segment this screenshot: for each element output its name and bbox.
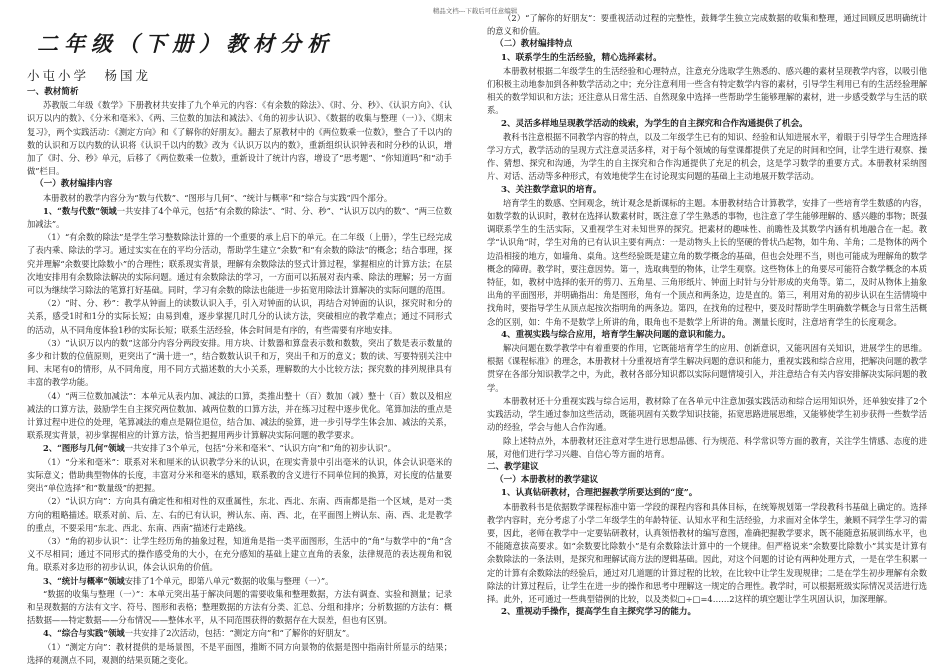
paragraph-text: 本册教材根据二年级学生的生活经验和心理特点，注意充分选取学生熟悉的、感兴趣的素材呈现教学内容，以吸引他们积极主动地参加到各种数学活动之中；充分注意利用一些含有特定数学内容的素材，引导学生利用已有的生活经验理解相关的数学知识和方法；还注意从日常生活、自然现象中选择一些帮助学生能够理解的素材，进一步感受数学与生活的联系。 — [487, 65, 927, 116]
paragraph-text: （3）“认识万以内的数”这部分内容分两段安排。用方块、计数器和算盘表示数和数数，突出了数是表示数量的多少和计数的位值原则，更突出了“满十进一”，结合数数认识千和万，突出千和万的意义；数的读、写要特别关注中间、末尾有0的情形，从不同角度，用不同方式描述数的大小关系，理解数的大小比较方法；探究数的排列规律具有丰富的教学功能。 — [27, 337, 452, 388]
paragraph-text: 安排了1个单元，即第八单元“数据的收集与整理（一）”。 — [124, 575, 334, 586]
paragraph-text: 苏教版二年级《数学》下册教材共安排了九个单元的内容：《有余数的除法》、《时、分、秒》、《认识方向》、《认识万以内的数》、《分米和毫米》、《两、三位数的加法和减法》、《角的初步认识》、《数据的收集与整理（一）》、《期末复习》，两个实践活动：《测定方向》和《了解你的好朋友》。翻去了原教材中的《两位数乘一位数》，整合了千以内的数的认识和万以内数的认识将《认识千以内的数》改为《认识万以内的数》，重新组织认识钟表和时分秒的认识，增加了《时、分、秒》单元，后移了《两位数乘一位数》，重新设计了统计内容，增设了“思考题”、“你知道吗”和“动手做”栏目。 — [27, 100, 452, 177]
paragraph — [27, 588, 452, 628]
paragraph-text: （2）“时、分、秒”：教学从钟面上的读数认识入手，引入对钟面的认识，再结合对钟面的认识，探究时和分的关系，感受1时和1分的实际长短；由易到难，逐步掌握几时几分的认读方法，突破相应的教学难点；通过不同形式的活动，从不同角度体验1秒的实际长短；联系生活经验，体会时间是有序的，有些需要有序地安排。 — [27, 298, 452, 335]
left-column — [27, 18, 452, 668]
left-body — [27, 86, 452, 667]
paragraph — [27, 641, 452, 667]
paragraph — [27, 99, 452, 178]
paragraph — [487, 342, 927, 395]
subsection-heading: （一）本册教材的教学建议 — [495, 475, 599, 486]
section-heading: 一、教材简析 — [27, 87, 79, 97]
paragraph-text: （2）“了解你的好朋友”：要重视活动过程的完整性，鼓舞学生独立完成数据的收集和整理，通过回顾反思明确统计的意义和价值。 — [487, 13, 927, 37]
paragraph-text: （4）“两三位数加减法”：本单元从表内加、减法的口算，类推出整十（百）数加（减）整十（百）数以及相应减法的口算方法，鼓励学生自主探究两位数加、减两位数的口算方法，并在练习过程中逐步优化。笔算加法的重点是计算过程中进位的处理，笔算减法的难点是隔位退位，结合加、减法的验算，进一步引导学生体会加、减法的关系，联系现实背景，初步掌握相应的计算方法，恰当把握用两步计算解决实际问题的教学要求。 — [27, 390, 452, 441]
paragraph-text: 一共安排了4个单元，包括“有余数的除法”、“时、分、秒”、“认识万以内的数”、“两三位数加减法”。 — [27, 205, 452, 230]
author-line: 小屯小学 杨国龙 — [27, 68, 152, 83]
point-heading: 1、联系学生的生活经验，精心选择素材。 — [501, 52, 662, 63]
paragraph — [487, 501, 927, 607]
paragraph-text: （3）“角的初步认识”：让学生经历角的抽象过程，知道角是指一类平面图形，生活中的“角”与数学中的“角”含义不尽相同；通过不同形式的操作感受角的大小，在充分感知的基础上建立直角的表象，法律规范的表达视角和锐角。联系对多边形的初步认识，体会认识角的价值。 — [27, 535, 452, 573]
paragraph-text: “数据的收集与整理（一）”：本单元突出基于解决问题的需要收集和整理数据，方法有调查、实验和测量；记录和呈现数据的方法有文字、符号、图形和表格；整理数据的方法有分类、汇总、分组和排序；分析数据的方法有：概括数据——特定数据——分布情况——整体水平，从不同范围获得的数据存在大误差，但也有区别。 — [27, 588, 452, 626]
paragraph — [27, 337, 452, 390]
section-heading: 二、教学建议 — [487, 461, 539, 472]
paragraph — [27, 205, 452, 231]
paragraph-text: 一共安排了2次活动，包括：“测定方向”和“了解你的好朋友”。 — [124, 628, 355, 639]
paragraph — [487, 12, 927, 38]
subsection-heading: （一）教材编排内容 — [35, 179, 113, 190]
paragraph-text: （1）“测定方向”：教材提供的是场景图，不是平面图，推断不同方向景物的依据是图中指南针所显示的结果；选择的观测点不同，观测的结果页随之变化。 — [27, 641, 452, 665]
paragraph-text: 本册教科书是依据数学课程标准中第一学段的课程内容和具体目标，在统筹规划第一学段教科书基础上确定的。选择教学内容时，充分考虑了小学二年级学生的年龄特征、认知水平和生活经验，力求面对全体学生，兼顾不同学生学习的需要，因此，老师在教学中一定要钻研教材，认真领悟教材的编写意图，准确把握教学要求，既不能随意拓展训练水平，也不能随意拔高要求。如“余数要比除数小”是有余数除法计算中的一个规律。但严格说来“余数要比除数小”其实是计算有余数除法的一条法则，是探究和理解试商方法的逻辑基础。因此，对这个问题的讨论有两种处理方式，一是在学生积累一定的计算有余数除法的经验后，通过对几道题的计算过程的比较，在比较中让学生发现规律；二是在学生初步理解有余数除法的计算过程后，让学生在进一步的操作和思考中理解这一规定的合理性。教学时，可以根据班级实际情况灵活进行选择。此外，还可通过一些典型错例的比较，以及类似□÷□=4……2这样的填空题让学生巩固认识，加深理解。 — [487, 501, 927, 604]
paragraph-text: 除上述特点外，本册教材还注意对学生进行思想品德、行为规范、科学常识等方面的教育，关注学生情感、态度的进展，对他们进行学习兴趣、自信心等方面的培育。 — [487, 435, 927, 459]
paragraph — [487, 65, 927, 118]
paragraph — [27, 495, 452, 535]
paragraph — [27, 231, 452, 297]
paragraph-text: 本册教材的教学内容分为“数与代数”、“图形与几何”、“统计与概率”和“综合与实践”四个部分。 — [43, 192, 393, 203]
paragraph-lead: 4、“综合与实践”领域 — [43, 628, 125, 639]
paragraph-text: 培育学生的数感、空间观念，统计观念是新课标的主题。本册教材结合计算教学，安排了一些培育学生数感的内容，如数学数的认识时，教材在选择认数素材时，既注意了学生熟悉的事物，也注意了学生能够理解的、感兴趣的事物；既强调联系学生的生活实际，又重视学生对未知世界的探究。把素材的趣味性、前瞻性及其数学内涵有机地融合在一起。教学“认识角”时，学生对角的已有认识主要有两点：一是动物头上长的坚硬的骨状凸起物，如牛角、羊角；二是物体的两个边沿相接的地方，如墙角、桌角。这些经验既是建立角的数学概念的基础，但也会处理不当，则也可能成为理解角的数学概念的障碍。教学时，要注意因势。第一，选取典型的物体，让学生观察。这些物体上的角要尽可能符合数学概念的本质特征，如，教材中选择的张开的剪刀、五角星、三角形纸片、钟面上时针与分针形成的夹角等。第二，及时从物体上抽象出角的平面图形，并明确指出：角是图形，角有一个顶点和两条边，边是直的。第三，利用对角的初步认识在生活情境中找角时，要指导学生从顶点起按次指明角的两条边。第四，在找角的过程中，要及时帮助学生明确数学概念与日常生活概念的区别，如：牛角不是数学上所讲的角，眼角也不是数学上所讲的角。测量长度时，注意培育学生的长度观念。 — [487, 197, 927, 327]
paragraph — [27, 192, 452, 205]
paragraph — [487, 435, 927, 461]
point-heading: 3、关注数学意识的培育。 — [501, 184, 602, 195]
point-heading: 2、灵活多样地呈现教学活动的线索，为学生的自主探究和合作沟通提供了机会。 — [501, 118, 808, 129]
paragraph-lead: 2、“图形与几何”领域 — [43, 443, 125, 454]
paragraph-text: （1）“有余数的除法”是学生学习整数除法计算的一个重要的承上启下的单元。在二年级（上册），学生已经完成了表内乘、除法的学习。通过实实在在的平均分活动，帮助学生建立“余数”和“有余数的除法”的概念；结合事理，探究并理解“余数要比除数小”的合理性；联系现实背景，理解有余数除法的竖式计算过程，掌握相应的计算方法；在层次地安排用有余数除法解决的实际问题。通过有余数除法的学习，一方面可以拓展对表内乘、除法的理解；另一方面可以为继续学习除法的笔算打好基础。同时，学习有余数的除法也能进一步拓宽用除法计算解决的实际问题的范围。 — [27, 232, 452, 296]
paragraph — [27, 575, 452, 588]
subsection-heading: （二）教材编排特点 — [495, 39, 573, 50]
point-heading: 2、重视动手操作，提高学生自主探究学习的能力。 — [501, 607, 697, 618]
paragraph-text: 解决问题在数学教学中有着重要的作用，它既能培育学生的应用、创新意识，又能巩固有关知识，进展学生的思维。根据《课程标准》的理念，本册教材十分重视培育学生解决问题的意识和能力，重视实践和综合应用，把解决问题的教学贯穿在各部分知识教学之中，为此，教材各部分知识都以实际问题情境引入，并注意结合有关内容安排解决实际问题的教学。 — [487, 343, 927, 393]
right-column — [487, 12, 927, 662]
paragraph — [487, 197, 927, 329]
paragraph-text: 本册教材还十分重视实践与综合运用，教材除了在各单元中注意加强实践活动和综合运用知识外，还单独安排了2个实践活动，学生通过参加这些活动，既能巩固有关数学知识技能，拓宽思路进展思维，又能够使学生初步获得一些数学活动的经验，学会与他人合作沟通。 — [487, 395, 927, 433]
paragraph-text: （1）“分米和毫米”：联系对米和厘米的认识教学分米的认识，在现实背景中引出毫米的认识，体会认识毫米的实际意义；借助典型物体的长度，丰富对分米和毫米的感知，联系教的含义进行不同单位间的换算，对长度的估量要突出“单位选择”和“数量级”的把握。 — [27, 456, 452, 494]
paragraph-text: 一共安排了3个单元，包括“分米和毫米”、“认识方向”和“角的初步认识”。 — [124, 443, 397, 454]
paragraph — [27, 627, 452, 640]
paragraph — [27, 297, 452, 337]
document-title: 二年级（下册）教材分析 — [37, 31, 334, 56]
paragraph — [27, 442, 452, 455]
paragraph — [27, 535, 452, 575]
paragraph-text: 教科书注意根据不同教学内容的特点，以及二年级学生已有的知识、经验和认知进展水平，着眼于引导学生合理选择学习方式，教学活动的呈现方式注意灵活多样，对于每个领域的每堂课都提供了充足的时间和空间，让学生进行观察、操作、猜想、探究和沟通，为学生的自主探究和合作沟通提供了充足的机会，这是学习数学的重要方式。本册教材采纳图片、对话、活动等多种形式，有效地使学生在讨论现实问题的基础上主动地展开数学活动。 — [487, 131, 927, 182]
point-heading: 4、重视实践与综合应用，培育学生解决问题的意识和能力。 — [501, 329, 731, 340]
header-note: 精品文档---下载后可任意编辑 — [432, 7, 518, 15]
paragraph-lead: 1、“数与代数”领域 — [43, 205, 117, 216]
right-body — [487, 12, 927, 619]
paragraph — [27, 456, 452, 496]
paragraph-text: （2）“认识方向”：方向具有确定性和相对性的双重属性，东北、西北、东南、西南都是指一个区域，是对一类方向的粗略描述。联系对前、后、左、右的已有认识，辨认东、南、西、北，在平面图上辨认东、南、西、北是教学的重点，不要采用“东北、西北、东南、西南”描述行走路线。 — [27, 496, 452, 533]
point-heading: 1、认真钻研教材，合理把握教学所要达到的“度”。 — [501, 488, 698, 499]
paragraph — [487, 395, 927, 435]
paragraph — [27, 390, 452, 443]
paragraph — [487, 131, 927, 184]
paragraph-lead: 3、“统计与概率”领域 — [43, 575, 125, 586]
